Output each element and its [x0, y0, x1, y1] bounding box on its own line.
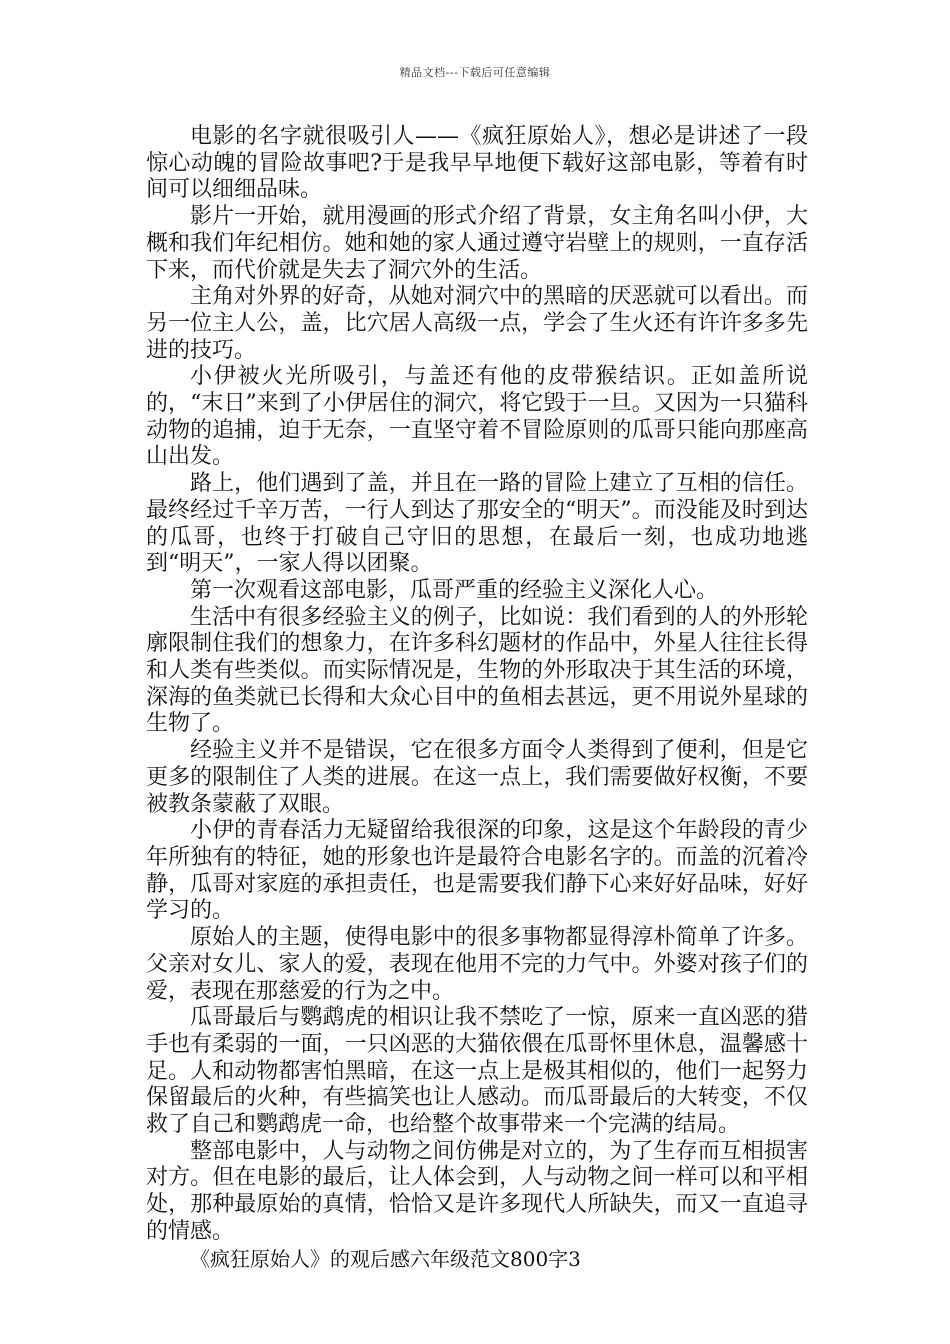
paragraph-11: 瓜哥最后与鹦鹉虎的相识让我不禁吃了一惊，原来一直凶恶的猎手也有柔弱的一面，一只凶恶的大猫依偎在瓜哥怀里休息，温馨感十足。人和动物都害怕黑暗，在这一点上是极其相似的，他们一起努力保留最后的火种，有些搞笑也让人感动。而瓜哥最后的大转变，不仅救了自己和鹦鹉虎一命，也给整个故事带来一个完满的结局。	[146, 1005, 808, 1138]
page-header: 精品文档---下载后可任意编辑	[399, 66, 551, 79]
paragraph-10: 原始人的主题，使得电影中的很多事物都显得淳朴简单了许多。父亲对女儿、家人的爱，表现在他用不完的力气中。外婆对孩子们的爱，表现在那慈爱的行为之中。	[146, 925, 808, 1004]
paragraph-1: 电影的名字就很吸引人——《疯狂原始人》，想必是讲述了一段惊心动魄的冒险故事吧?于是我早早地便下载好这部电影，等着有时间可以细细品味。	[146, 124, 808, 203]
paragraph-9: 小伊的青春活力无疑留给我很深的印象，这是这个年龄段的青少年所独有的特征，她的形象也许是最符合电影名字的。而盖的沉着冷静，瓜哥对家庭的承担责任，也是需要我们静下心来好好品味，好好学习的。	[146, 818, 808, 924]
paragraph-12: 整部电影中，人与动物之间仿佛是对立的，为了生存而互相损害对方。但在电影的最后，让人体会到，人与动物之间一样可以和平相处，那种最原始的真情，恰恰又是许多现代人所缺失，而又一直追寻的情感。	[146, 1138, 808, 1244]
next-article-title: 《疯狂原始人》的观后感六年级范文800字3	[190, 1246, 581, 1271]
paragraph-4: 小伊被火光所吸引，与盖还有他的皮带猴结识。正如盖所说的，“末日”来到了小伊居住的洞穴，将它毁于一旦。又因为一只猫科动物的追捕，迫于无奈，一直坚守着不冒险原则的瓜哥只能向那座高山出发。	[146, 364, 808, 470]
document-body	[146, 124, 808, 1272]
paragraph-6: 第一次观看这部电影，瓜哥严重的经验主义深化人心。	[190, 577, 719, 603]
paragraph-8: 经验主义并不是错误，它在很多方面令人类得到了便利，但是它更多的限制住了人类的进展。在这一点上，我们需要做好权衡，不要被教条蒙蔽了双眼。	[146, 738, 808, 817]
paragraph-2: 影片一开始，就用漫画的形式介绍了背景，女主角名叫小伊，大概和我们年纪相仿。她和她的家人通过遵守岩壁上的规则，一直存活下来，而代价就是失去了洞穴外的生活。	[146, 204, 808, 283]
paragraph-5: 路上，他们遇到了盖，并且在一路的冒险上建立了互相的信任。最终经过千辛万苦，一行人到达了那安全的“明天”。而没能及时到达的瓜哥，也终于打破自己守旧的思想，在最后一刻，也成功地逃到“明天”，一家人得以团聚。	[146, 471, 808, 577]
paragraph-3: 主角对外界的好奇，从她对洞穴中的黑暗的厌恶就可以看出。而另一位主人公，盖，比穴居人高级一点，学会了生火还有许许多多先进的技巧。	[146, 284, 808, 363]
paragraph-7: 生活中有很多经验主义的例子，比如说：我们看到的人的外形轮廓限制住我们的想象力，在许多科幻题材的作品中，外星人往往长得和人类有些类似。而实际情况是，生物的外形取决于其生活的环境，深海的鱼类就已长得和大众心目中的鱼相去甚远，更不用说外星球的生物了。	[146, 604, 808, 737]
